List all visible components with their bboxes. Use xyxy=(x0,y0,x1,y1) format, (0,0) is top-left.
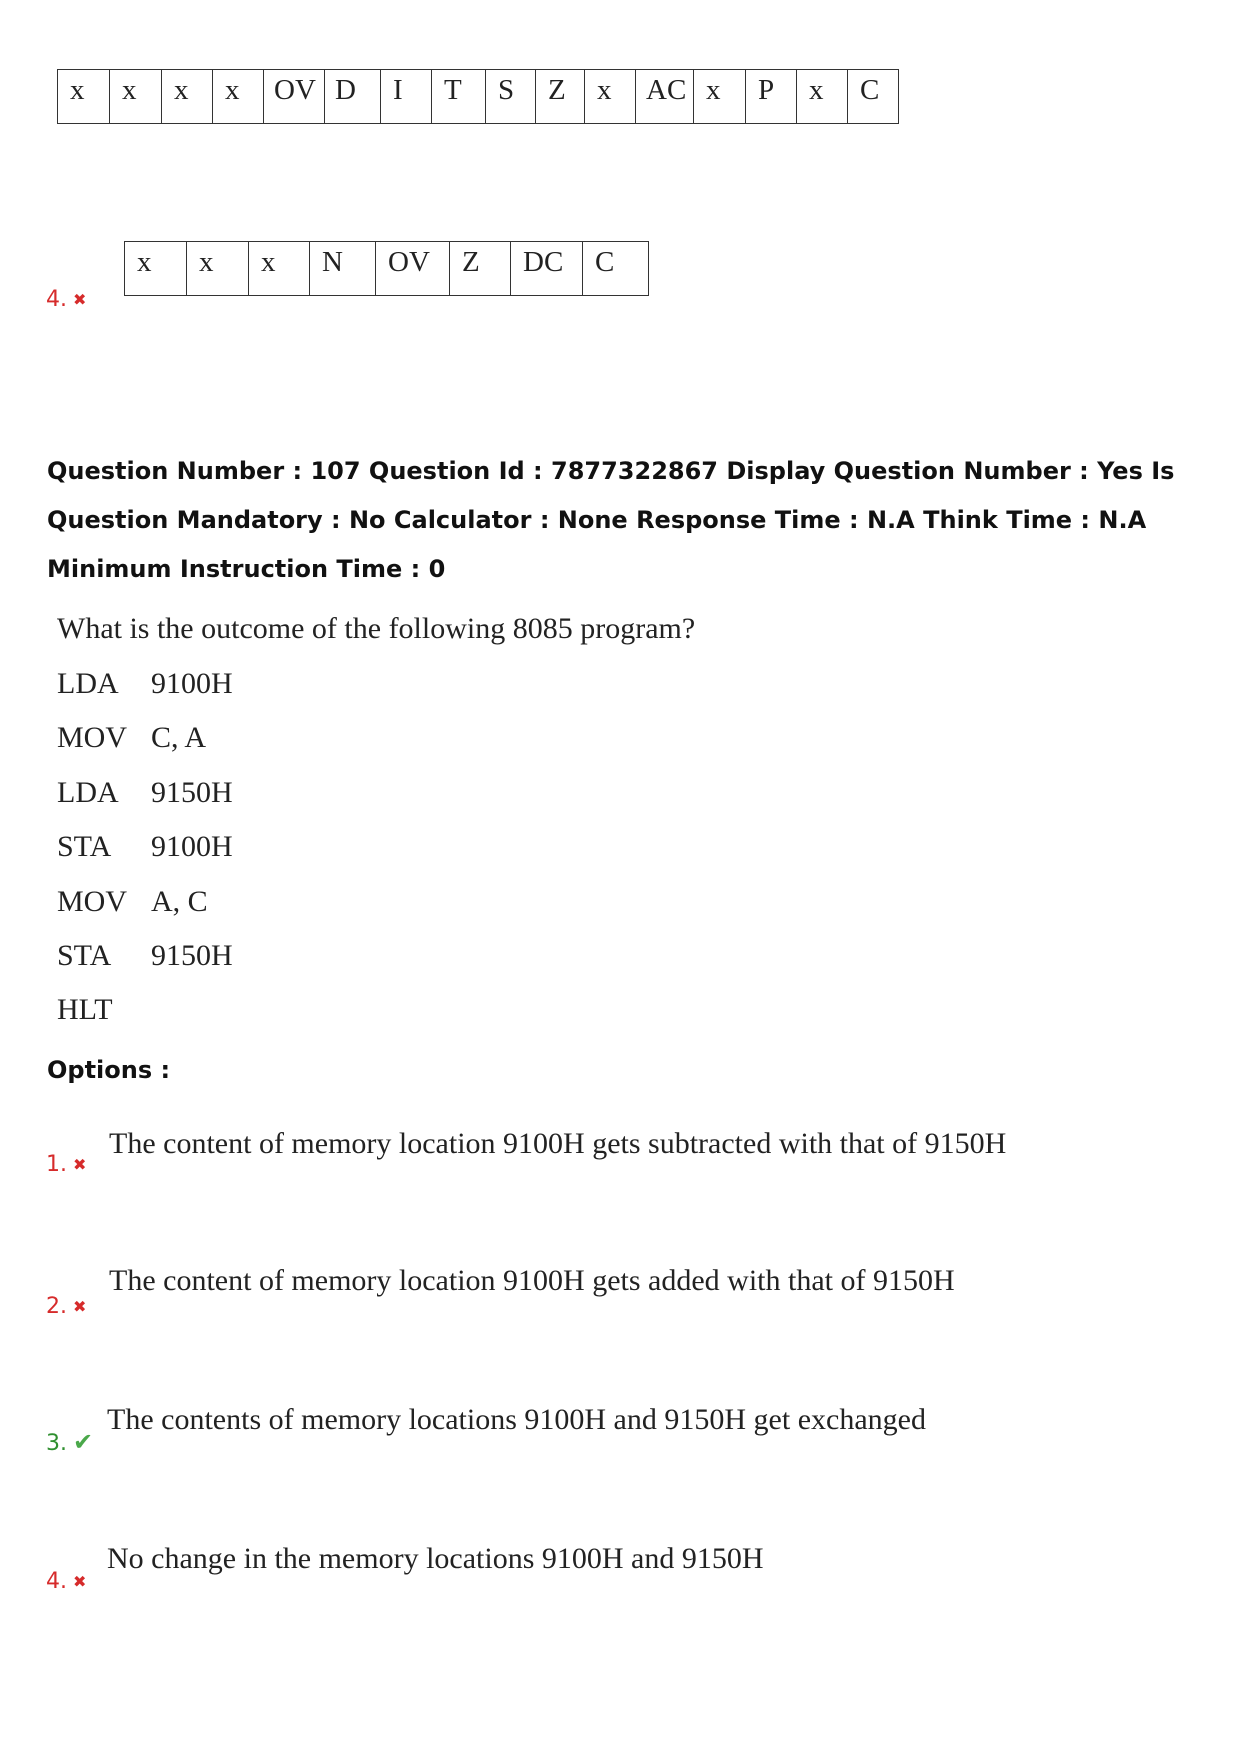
option-marker xyxy=(46,1569,86,1594)
option-number: 4. xyxy=(46,1569,67,1594)
flag-cell: x xyxy=(110,70,162,124)
flag-cell: OV xyxy=(264,70,325,124)
operand: 9100H xyxy=(151,667,233,700)
operand: 9150H xyxy=(151,939,233,972)
flag-cell: x xyxy=(58,70,110,124)
flag-cell: T xyxy=(432,70,486,124)
opcode: LDA xyxy=(57,776,119,809)
opcode: STA xyxy=(57,939,112,972)
cross-icon: ✖ xyxy=(73,1572,87,1591)
opcode: LDA xyxy=(57,667,119,700)
option-text: No change in the memory locations 9100H and 9150H xyxy=(107,1542,764,1575)
opcode: HLT xyxy=(57,993,113,1026)
option-text: The contents of memory locations 9100H and 9150H get exchanged xyxy=(107,1403,926,1436)
flag-cell: AC xyxy=(636,70,694,124)
option-marker xyxy=(46,287,86,312)
option-number: 4. xyxy=(46,287,67,312)
program-line xyxy=(57,830,233,870)
cross-icon: ✖ xyxy=(73,290,87,309)
flag-cell: Z xyxy=(450,242,511,296)
option-number: 1. xyxy=(46,1152,67,1177)
option-marker xyxy=(46,1152,86,1177)
flag-register-table-b xyxy=(124,241,649,296)
program-line xyxy=(57,885,208,925)
program-line xyxy=(57,939,233,979)
operand: 9100H xyxy=(151,830,233,863)
flag-cell: x xyxy=(125,242,187,296)
option-text: The content of memory location 9100H gets subtracted with that of 9150H xyxy=(109,1127,1007,1160)
checkmark-icon: ✔ xyxy=(73,1428,94,1456)
opcode: MOV xyxy=(57,721,128,754)
program-line xyxy=(57,667,233,707)
option-number: 3. xyxy=(46,1431,67,1456)
flag-cell: DC xyxy=(511,242,583,296)
option-marker xyxy=(46,1294,86,1319)
operand: C, A xyxy=(151,721,207,754)
options-label: Options : xyxy=(47,1056,171,1084)
program-line xyxy=(57,721,206,761)
flag-cell: N xyxy=(310,242,376,296)
operand: 9150H xyxy=(151,776,233,809)
flag-cell: C xyxy=(848,70,899,124)
program-line xyxy=(57,993,151,1033)
program-line xyxy=(57,776,233,816)
cross-icon: ✖ xyxy=(73,1297,87,1316)
option-text: The content of memory location 9100H gets added with that of 9150H xyxy=(109,1264,955,1297)
question-text: What is the outcome of the following 8085 program? xyxy=(57,612,696,645)
flag-cell: x xyxy=(585,70,636,124)
question-meta: Question Number : 107 Question Id : 7877322867 Display Question Number : Yes Is Question Mandatory : No Calculator : None Response Time : N.A Think Time : N.A Minimum Instruction Time : 0 xyxy=(47,457,1175,583)
flag-cell: x xyxy=(249,242,310,296)
operand: A, C xyxy=(151,885,208,918)
flag-cell: C xyxy=(583,242,649,296)
flag-cell: OV xyxy=(376,242,450,296)
flag-cell: D xyxy=(325,70,381,124)
flag-cell: x xyxy=(694,70,746,124)
flag-cell: x xyxy=(162,70,213,124)
option-number: 2. xyxy=(46,1294,67,1319)
flag-cell: P xyxy=(746,70,797,124)
flag-cell: x xyxy=(187,242,249,296)
opcode: MOV xyxy=(57,885,128,918)
opcode: STA xyxy=(57,830,112,863)
flag-cell: x xyxy=(213,70,264,124)
flag-cell: x xyxy=(797,70,848,124)
cross-icon: ✖ xyxy=(73,1155,87,1174)
flag-register-table-a xyxy=(57,69,899,124)
flag-cell: Z xyxy=(536,70,585,124)
flag-cell: I xyxy=(381,70,432,124)
option-marker xyxy=(46,1428,93,1456)
flag-cell: S xyxy=(486,70,536,124)
